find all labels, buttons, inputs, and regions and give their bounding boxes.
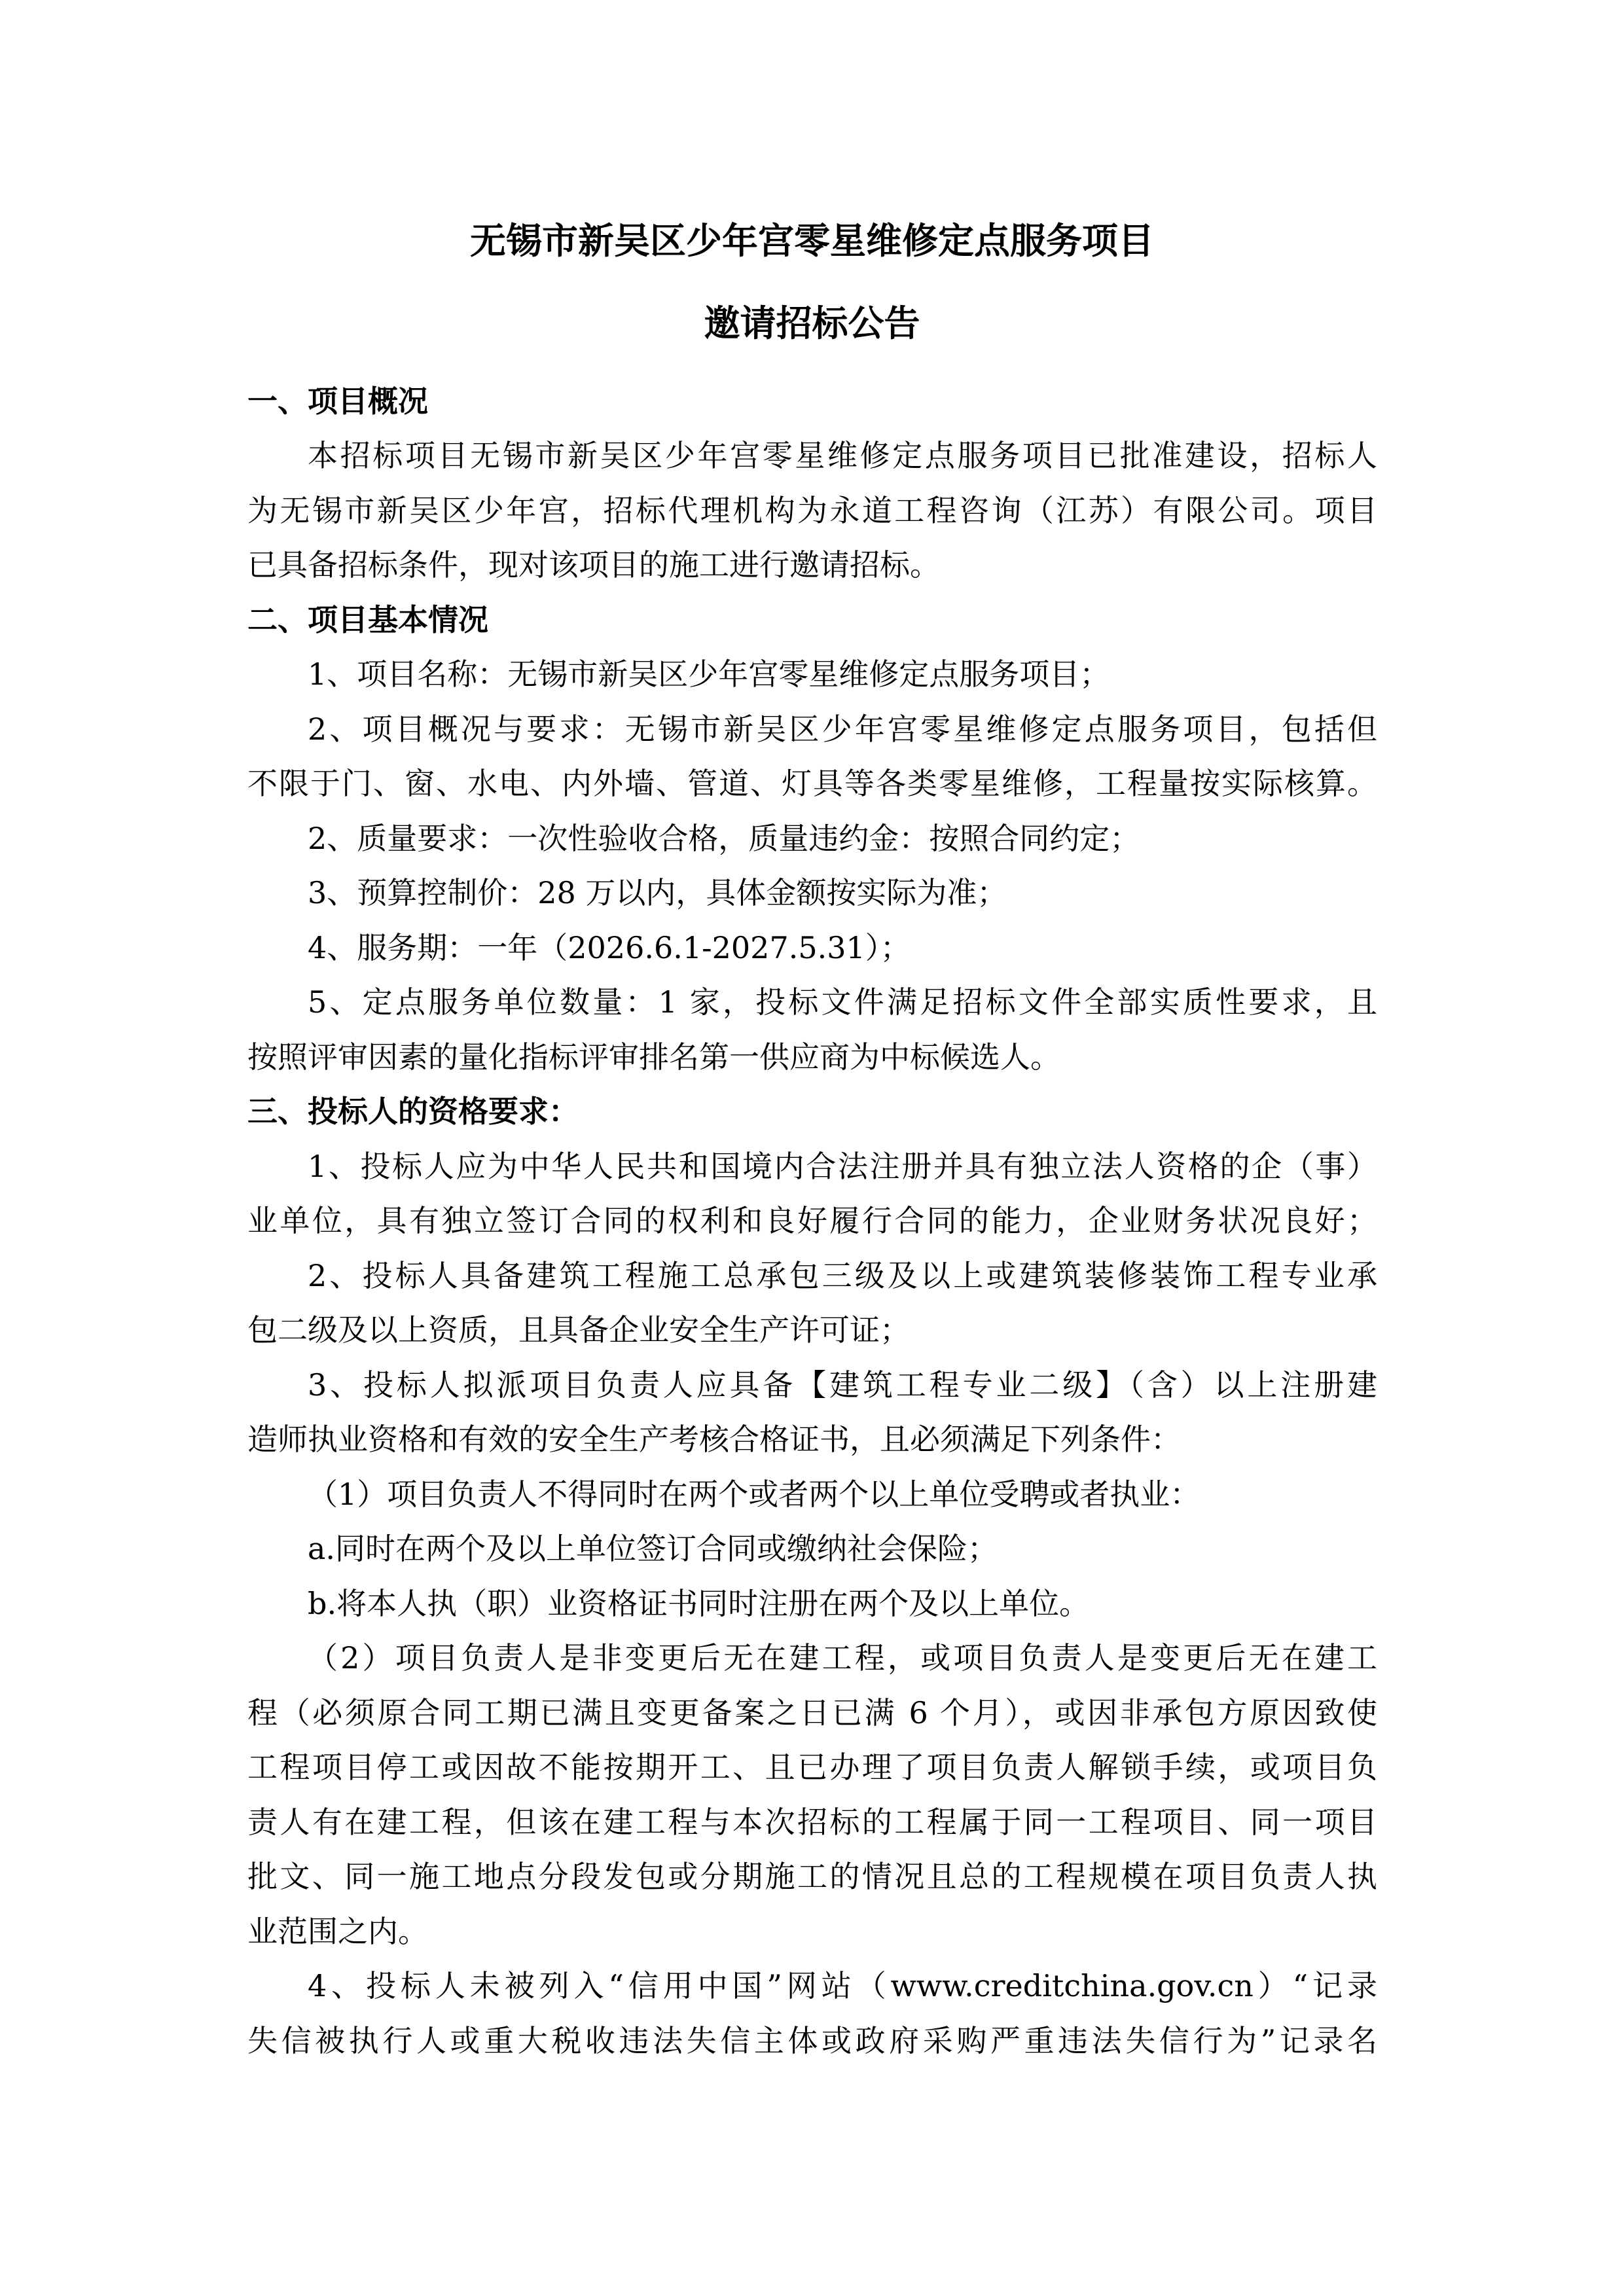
basic-info-item: 5、定点服务单位数量：1 家，投标文件满足招标文件全部实质性要求，且 [308,984,1377,1020]
basic-info-item: 2、质量要求：一次性验收合格，质量违约金：按照合同约定； [308,821,1140,856]
qualification-item: a.同时在两个及以上单位签订合同或缴纳社会保险； [308,1531,998,1566]
basic-info-item: 2、项目概况与要求：无锡市新吴区少年宫零星维修定点服务项目，包括但 [308,711,1377,747]
qualification-item: 失信被执行人或重大税收违法失信主体或政府采购严重违法失信行为”记录名 [247,2023,1377,2058]
qualification-item: 1、投标人应为中华人民共和国境内合法注册并具有独立法人资格的企（事） [308,1149,1377,1184]
document-title: 无锡市新吴区少年宫零星维修定点服务项目 [469,220,1154,262]
qualification-item: 3、投标人拟派项目负责人应具备【建筑工程专业二级】（含）以上注册建 [308,1367,1377,1403]
basic-info-item: 不限于门、窗、水电、内外墙、管道、灯具等各类零星维修，工程量按实际核算。 [247,766,1377,801]
qualification-item: 程（必须原合同工期已满且变更备案之日已满 6 个月），或因非承包方原因致使 [247,1695,1377,1731]
qualification-item: 批文、同一施工地点分段发包或分期施工的情况且总的工程规模在项目负责人执 [247,1859,1377,1894]
basic-info-item: 3、预算控制价：28 万以内，具体金额按实际为准； [308,875,1007,910]
qualification-item: 业单位，具有独立签订合同的权利和良好履行合同的能力，企业财务状况良好； [247,1203,1377,1238]
qualification-item: 责人有在建工程，但该在建工程与本次招标的工程属于同一工程项目、同一项目 [247,1804,1377,1840]
qualification-item: 包二级及以上资质，且具备企业安全生产许可证； [247,1312,910,1348]
section-heading-qualification: 三、投标人的资格要求： [247,1094,579,1129]
section-heading-basic-info: 二、项目基本情况 [247,602,488,637]
qualification-item: （1）项目负责人不得同时在两个或者两个以上单位受聘或者执业： [308,1477,1200,1512]
document-subtitle: 邀请招标公告 [704,302,920,344]
basic-info-item: 按照评审因素的量化指标评审排名第一供应商为中标候选人。 [247,1039,1060,1075]
basic-info-item: 4、服务期：一年（2026.6.1-2027.5.31）； [308,930,911,965]
overview-paragraph-line: 为无锡市新吴区少年宫，招标代理机构为永道工程咨询（江苏）有限公司。项目 [247,493,1377,528]
qualification-item: 2、投标人具备建筑工程施工总承包三级及以上或建筑装修装饰工程专业承 [308,1258,1377,1293]
qualification-item: b.将本人执（职）业资格证书同时注册在两个及以上单位。 [308,1586,1090,1621]
qualification-item: （2）项目负责人是非变更后无在建工程，或项目负责人是变更后无在建工 [308,1640,1377,1676]
basic-info-item: 1、项目名称：无锡市新吴区少年宫零星维修定点服务项目； [308,656,1110,692]
section-heading-overview: 一、项目概况 [247,384,428,419]
qualification-item: 工程项目停工或因故不能按期开工、且已办理了项目负责人解锁手续，或项目负 [247,1749,1377,1785]
qualification-item: 业范围之内。 [247,1914,428,1949]
qualification-item: 4、投标人未被列入“信用中国”网站（www.creditchina.gov.cn）“记录 [308,1968,1377,2003]
overview-paragraph-line: 本招标项目无锡市新吴区少年宫零星维修定点服务项目已批准建设，招标人 [308,438,1377,473]
overview-paragraph-line: 已具备招标条件，现对该项目的施工进行邀请招标。 [247,547,940,583]
qualification-item: 造师执业资格和有效的安全生产考核合格证书，且必须满足下列条件： [247,1422,1181,1457]
